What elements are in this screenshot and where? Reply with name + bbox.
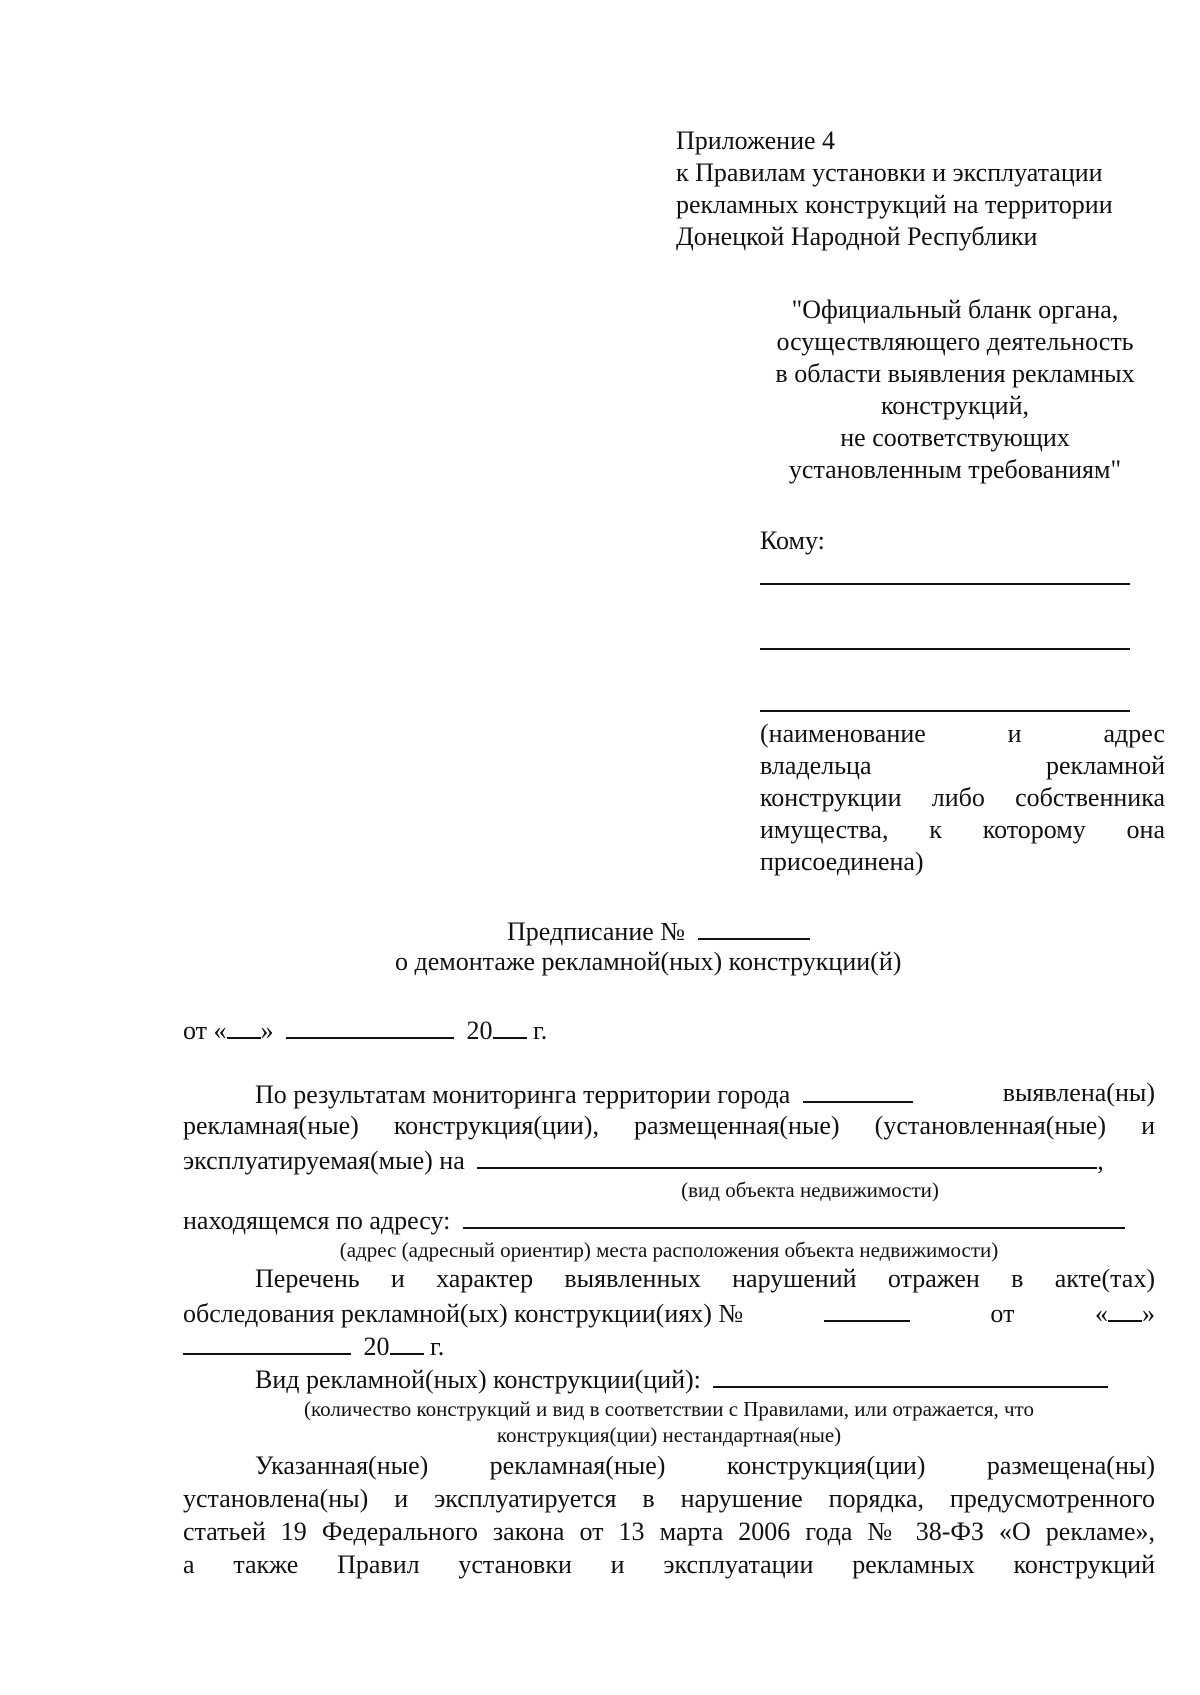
blank-note-line5: не соответствующих: [840, 423, 1070, 452]
appendix-number: Приложение 4: [676, 126, 836, 155]
addressee-caption-line2: владельца рекламной: [760, 751, 1165, 780]
addressee-blank-3[interactable]: [760, 710, 1130, 712]
p2-from-text: от: [990, 1299, 1015, 1328]
blank-note-line2: осуществляющего деятельность: [776, 327, 1134, 356]
appendix-ref-line4: Донецкой Народной Республики: [676, 222, 1038, 251]
blank-note-line6: установленным требованиям": [788, 455, 1122, 484]
p2-line3: [183, 1329, 1155, 1363]
p2-line1: Перечень и характер выявленных нарушений отражен в акте(тах): [255, 1264, 1155, 1293]
p1-operated-text: эксплуатируемая(мые) на: [183, 1146, 465, 1175]
p2-line2: [183, 1296, 1155, 1330]
city-blank[interactable]: [803, 1077, 913, 1103]
construction-kind-blank[interactable]: [713, 1362, 1108, 1388]
date-year-blank[interactable]: [493, 1013, 527, 1039]
address-blank[interactable]: [463, 1203, 1125, 1229]
addressee-caption-line1: (наименование и адрес: [760, 719, 1165, 748]
caption-kind-line2: конструкция(ции) нестандартная(ные): [496, 1423, 842, 1447]
p1-comma: ,: [1097, 1146, 1104, 1175]
addressee-caption-line4: имущества, к которому она: [760, 815, 1165, 844]
addressee-caption-line3: конструкции либо собственника: [760, 783, 1165, 812]
appendix-ref-line3: рекламных конструкций на территории: [676, 190, 1113, 219]
date-prefix: от «: [183, 1016, 227, 1045]
object-type-blank[interactable]: [477, 1143, 1097, 1169]
date-close-quote: »: [260, 1016, 274, 1045]
addressee-caption-line5: присоединена): [760, 847, 924, 876]
date-year-suffix: г.: [533, 1016, 548, 1045]
p2-inspection-text: обследования рекламной(ых) конструкции(иях) №: [183, 1299, 744, 1328]
p1-line4: [183, 1203, 1155, 1237]
blank-note-line3: в области выявления рекламных: [775, 359, 1135, 388]
addressee-label: Кому:: [760, 526, 825, 555]
p1-monitoring-text: По результатам мониторинга территории города: [255, 1080, 791, 1109]
blank-note-line4: конструкций,: [881, 391, 1029, 420]
document-subtitle: о демонтаже рекламной(ных) конструкции(й): [395, 947, 902, 976]
appendix-header: [676, 125, 1176, 253]
prescription-number-blank[interactable]: [698, 914, 810, 940]
act-year-blank[interactable]: [390, 1329, 424, 1355]
addressee-caption: [760, 718, 1165, 878]
act-month-blank[interactable]: [183, 1329, 351, 1355]
p2-close-quote: »: [1141, 1299, 1155, 1328]
caption-address: (адрес (адресный ориентир) места расположения объекта недвижимости): [339, 1238, 999, 1262]
date-month-blank[interactable]: [286, 1013, 454, 1039]
addressee-blank-1[interactable]: [760, 583, 1130, 585]
p1-line1: [183, 1077, 1155, 1111]
p2-year-suffix: г.: [430, 1332, 445, 1361]
p3-line1: [255, 1362, 1155, 1396]
p1-detected-text: выявлена(ны): [1002, 1078, 1155, 1107]
act-day-blank[interactable]: [1108, 1296, 1142, 1322]
blank-note-line1: "Официальный бланк органа,: [791, 295, 1119, 324]
p4-line2: установлена(ны) и эксплуатируется в нарушение порядка, предусмотренного: [183, 1484, 1155, 1513]
act-number-blank[interactable]: [824, 1296, 910, 1322]
caption-kind-line1: (количество конструкций и вид в соответствии с Правилами, или отражается, что: [304, 1397, 1034, 1421]
p1-line2: рекламная(ные) конструкция(ции), размещенная(ные) (установленная(ные) и: [183, 1111, 1155, 1140]
date-year-prefix: 20: [466, 1016, 493, 1045]
p2-year-prefix: 20: [363, 1332, 390, 1361]
p4-line1: Указанная(ные) рекламная(ные) конструкция(ции) размещена(ны): [255, 1451, 1155, 1480]
date-line: [183, 1013, 547, 1047]
official-blank-note: [735, 294, 1175, 486]
title-prescription: Предписание №: [507, 917, 686, 946]
p4-line3: статьей 19 Федерального закона от 13 марта 2006 года № 38-ФЗ «О рекламе»,: [183, 1517, 1155, 1546]
appendix-ref-line2: к Правилам установки и эксплуатации: [676, 158, 1103, 187]
addressee-blank-2[interactable]: [760, 648, 1130, 650]
date-day-blank[interactable]: [227, 1013, 261, 1039]
p1-address-label: находящемся по адресу:: [183, 1206, 451, 1235]
p3-kind-label: Вид рекламной(ных) конструкции(ций):: [255, 1365, 701, 1394]
p2-open-quote: «: [1094, 1299, 1108, 1328]
p1-line3: [183, 1143, 1155, 1177]
document-title: [507, 914, 810, 948]
p4-line4: а также Правил установки и эксплуатации рекламных конструкций: [183, 1550, 1155, 1579]
caption-object-type: (вид объекта недвижимости): [681, 1178, 939, 1202]
